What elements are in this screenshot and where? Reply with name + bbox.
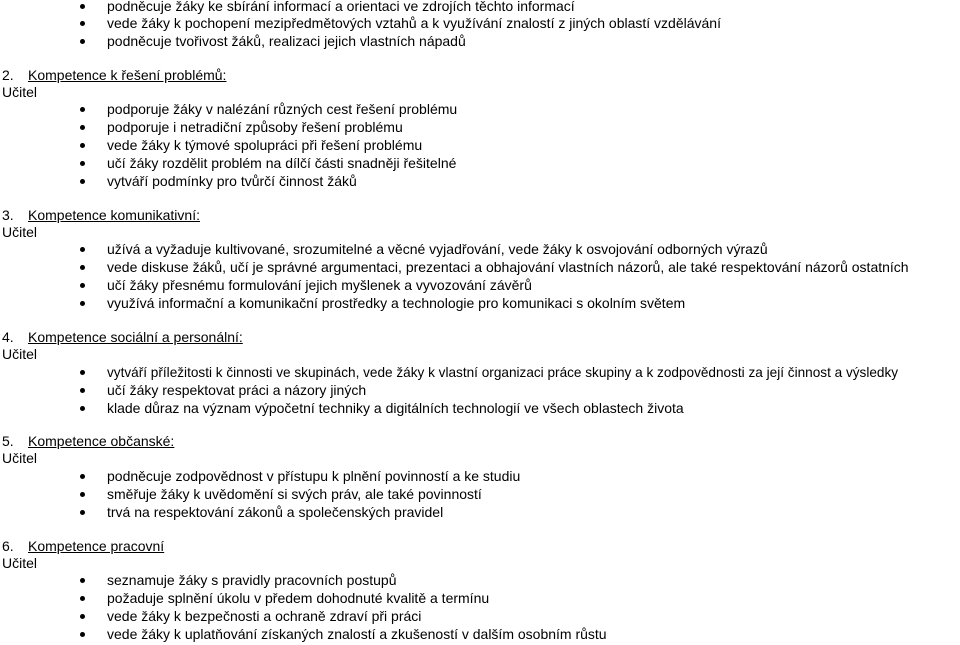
- section-number: 4.: [2, 329, 14, 345]
- bullet-icon: [80, 388, 85, 393]
- section-title: Kompetence komunikativní:: [28, 207, 200, 223]
- teacher-label: Učitel: [2, 84, 38, 100]
- list-item-text: vede žáky k pochopení mezipředmětových vztahů a k využívání znalostí z jiných oblastí vzdělávání: [107, 15, 721, 31]
- list-item-text: vytváří příležitosti k činnosti ve skupinách, vede žáky k vlastní organizaci práce skupiny a k zodpovědnosti za její činnost a výsledky: [107, 365, 899, 380]
- bullet-icon: [80, 614, 85, 619]
- teacher-label: Učitel: [2, 224, 38, 240]
- section-number: 5.: [2, 433, 14, 449]
- list-item-text: vytváří podmínky pro tvůrčí činnost žáků: [107, 173, 357, 189]
- bullet-icon: [80, 596, 85, 601]
- section-title: Kompetence sociální a personální:: [28, 329, 243, 345]
- bullet-icon: [80, 492, 85, 497]
- section-heading: [2, 67, 226, 84]
- list-item-text: vede žáky k uplatňování získaných znalostí a zkušeností v dalším osobním růstu: [107, 626, 607, 642]
- bullet-icon: [80, 283, 85, 288]
- bullet-icon: [80, 179, 85, 184]
- bullet-icon: [80, 510, 85, 515]
- bullet-icon: [80, 247, 85, 252]
- bullet-icon: [80, 578, 85, 583]
- bullet-icon: [80, 125, 85, 130]
- list-item-text: požaduje splnění úkolu v předem dohodnuté kvalitě a termínu: [107, 590, 490, 606]
- list-item-text: vede diskuse žáků, učí je správné argumentaci, prezentaci a obhajování vlastních názorů, ale také respektování názorů ostatních: [107, 259, 909, 275]
- bullet-icon: [80, 107, 85, 112]
- list-item-text: podněcuje tvořivost žáků, realizaci jejich vlastních nápadů: [107, 33, 466, 49]
- section-heading: [2, 207, 200, 224]
- section-heading: [2, 433, 174, 450]
- section-heading: [2, 538, 164, 555]
- bullet-icon: [80, 301, 85, 306]
- bullet-icon: [80, 370, 85, 375]
- bullet-icon: [80, 632, 85, 637]
- list-item-text: učí žáky přesnému formulování jejich myšlenek a vyvozování závěrů: [107, 277, 532, 293]
- bullet-icon: [80, 143, 85, 148]
- list-item-text: vede žáky k týmové spolupráci při řešení problému: [107, 137, 423, 153]
- bullet-icon: [80, 474, 85, 479]
- list-item-text: učí žáky rozdělit problém na dílčí části snadněji řešitelné: [107, 155, 457, 171]
- list-item-text: směřuje žáky k uvědomění si svých práv, ale také povinností: [107, 486, 482, 502]
- list-item-text: seznamuje žáky s pravidly pracovních postupů: [107, 572, 397, 588]
- list-item-text: podněcuje žáky ke sbírání informací a orientaci ve zdrojích těchto informací: [107, 0, 575, 14]
- teacher-label: Učitel: [2, 346, 38, 362]
- teacher-label: Učitel: [2, 555, 38, 571]
- section-number: 2.: [2, 67, 14, 83]
- section-title: Kompetence pracovní: [28, 538, 165, 554]
- bullet-icon: [80, 21, 85, 26]
- section-title: Kompetence občanské:: [28, 433, 175, 449]
- bullet-icon: [80, 4, 85, 9]
- section-title: Kompetence k řešení problémů:: [28, 67, 227, 83]
- list-item-text: trvá na respektování zákonů a společenských pravidel: [107, 504, 444, 520]
- list-item-text: podněcuje zodpovědnost v přístupu k plnění povinností a ke studiu: [107, 468, 521, 484]
- section-number: 6.: [2, 538, 14, 554]
- section-number: 3.: [2, 207, 14, 223]
- list-item-text: vede žáky k bezpečnosti a ochraně zdraví při práci: [107, 608, 422, 624]
- section-heading: [2, 329, 243, 346]
- list-item-text: učí žáky respektovat práci a názory jiných: [107, 382, 367, 398]
- list-item-text: podporuje i netradiční způsoby řešení problému: [107, 119, 403, 135]
- teacher-label: Učitel: [2, 450, 38, 466]
- bullet-icon: [80, 161, 85, 166]
- list-item-text: využívá informační a komunikační prostředky a technologie pro komunikaci s okolním světem: [107, 295, 686, 311]
- list-item-text: klade důraz na význam výpočetní techniky a digitálních technologií ve všech oblastech života: [107, 400, 684, 416]
- bullet-icon: [80, 39, 85, 44]
- list-item-text: užívá a vyžaduje kultivované, srozumitelné a věcné vyjadřování, vede žáky k osvojování odborných výrazů: [107, 241, 768, 257]
- list-item-text: podporuje žáky v nalézání různých cest řešení problému: [107, 101, 458, 117]
- bullet-icon: [80, 265, 85, 270]
- bullet-icon: [80, 406, 85, 411]
